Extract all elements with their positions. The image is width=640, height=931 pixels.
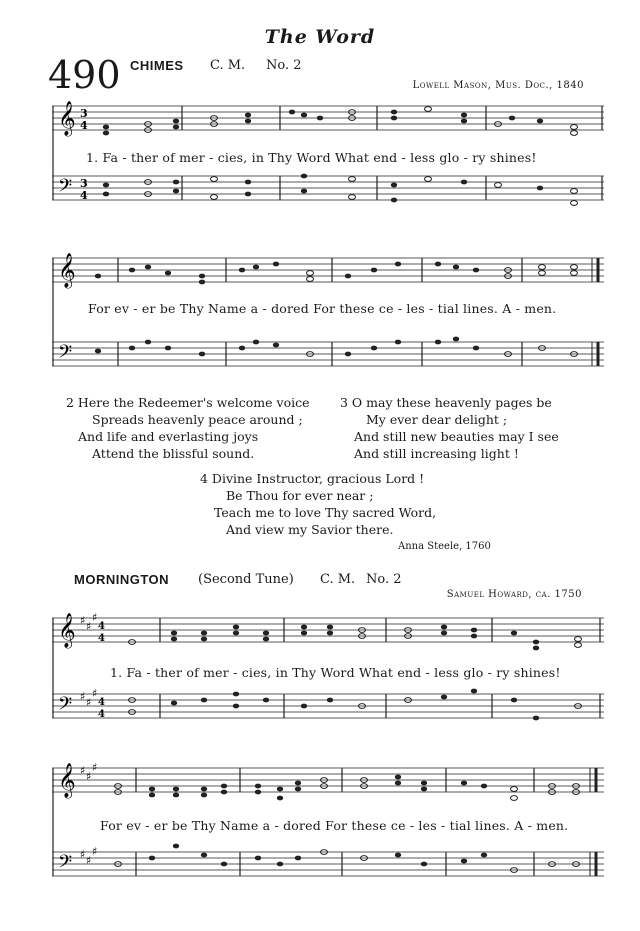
verse-4-line-2: Be Thou for ever near ;: [226, 488, 374, 503]
verse-2-line-1: 2 Here the Redeemer's welcome voice: [66, 395, 310, 410]
tune-number: No. 2: [266, 58, 302, 73]
verse-4: [200, 470, 436, 538]
verse-3-line-2: My ever dear delight ;: [366, 412, 508, 427]
second-tune-lyrics-line-1: 1. Fa - ther of mer - cies, in Thy Word What end - less glo - ry shines!: [110, 665, 561, 680]
svg-text:♯: ♯: [80, 614, 86, 627]
verse-2: [66, 394, 310, 462]
verse-4-line-4: And view my Savior there.: [226, 522, 394, 537]
tune-meter: C. M.: [210, 58, 246, 73]
verse-3: [340, 394, 559, 462]
svg-text:♯: ♯: [86, 696, 92, 709]
svg-text:4: 4: [80, 119, 88, 132]
svg-text:𝄞: 𝄞: [58, 763, 76, 798]
svg-text:4: 4: [80, 189, 88, 202]
svg-text:♯: ♯: [80, 764, 86, 777]
hymn-number: 490: [48, 53, 121, 97]
lyrics-line-2: For ev - er be Thy Name a - dored For these ce - les - tial lines. A - men.: [88, 301, 557, 316]
verse-2-line-4: Attend the blissful sound.: [92, 446, 255, 461]
svg-text:4: 4: [98, 697, 105, 708]
verse-3-line-1: 3 O may these heavenly pages be: [340, 395, 552, 410]
svg-text:♯: ♯: [86, 854, 92, 867]
svg-text:♯: ♯: [92, 761, 98, 774]
second-tune-number: No. 2: [366, 572, 402, 587]
svg-text:4: 4: [98, 709, 105, 720]
music-notation-system-1: [52, 98, 604, 238]
svg-text:♯: ♯: [80, 690, 86, 703]
tune-name: CHIMES: [130, 58, 184, 73]
svg-text:𝄢: 𝄢: [58, 176, 73, 201]
section-title: The Word: [264, 26, 376, 48]
svg-text:3: 3: [80, 107, 88, 120]
verse-4-line-3: Teach me to love Thy sacred Word,: [214, 505, 437, 520]
second-tune-name: MORNINGTON: [74, 572, 170, 587]
svg-text:3: 3: [80, 177, 88, 190]
second-tune-meter: C. M.: [320, 572, 356, 587]
svg-text:♯: ♯: [86, 770, 92, 783]
verse-4-line-1: 4 Divine Instructor, gracious Lord !: [200, 471, 425, 486]
svg-text:♯: ♯: [92, 845, 98, 858]
svg-text:♯: ♯: [92, 687, 98, 700]
svg-text:4: 4: [98, 621, 105, 632]
music-system-1: [52, 98, 604, 238]
svg-text:𝄞: 𝄞: [58, 253, 76, 288]
svg-text:♯: ♯: [86, 620, 92, 633]
svg-text:♯: ♯: [80, 848, 86, 861]
verse-3-line-4: And still increasing light !: [354, 446, 519, 461]
verse-2-line-2: Spreads heavenly peace around ;: [92, 412, 303, 427]
svg-text:𝄢: 𝄢: [58, 694, 73, 719]
author-credit: Anna Steele, 1760: [398, 541, 491, 552]
svg-text:𝄢: 𝄢: [58, 852, 73, 877]
second-tune-subtitle: (Second Tune): [198, 572, 294, 587]
second-tune-lyrics-line-2: For ev - er be Thy Name a - dored For these ce - les - tial lines. A - men.: [100, 818, 569, 833]
svg-text:𝄞: 𝄞: [58, 101, 76, 136]
verse-3-line-3: And still new beauties may I see: [354, 429, 559, 444]
lyrics-line-1: 1. Fa - ther of mer - cies, in Thy Word What end - less glo - ry shines!: [86, 150, 537, 165]
second-tune-composer: Samuel Howard, ca. 1750: [446, 589, 582, 600]
composer-credit: Lowell Mason, Mus. Doc., 1840: [412, 80, 584, 91]
svg-text:𝄞: 𝄞: [58, 613, 76, 648]
svg-text:♯: ♯: [92, 611, 98, 624]
svg-text:𝄢: 𝄢: [58, 342, 73, 367]
svg-text:4: 4: [98, 633, 105, 644]
verse-2-line-3: And life and everlasting joys: [78, 429, 259, 444]
